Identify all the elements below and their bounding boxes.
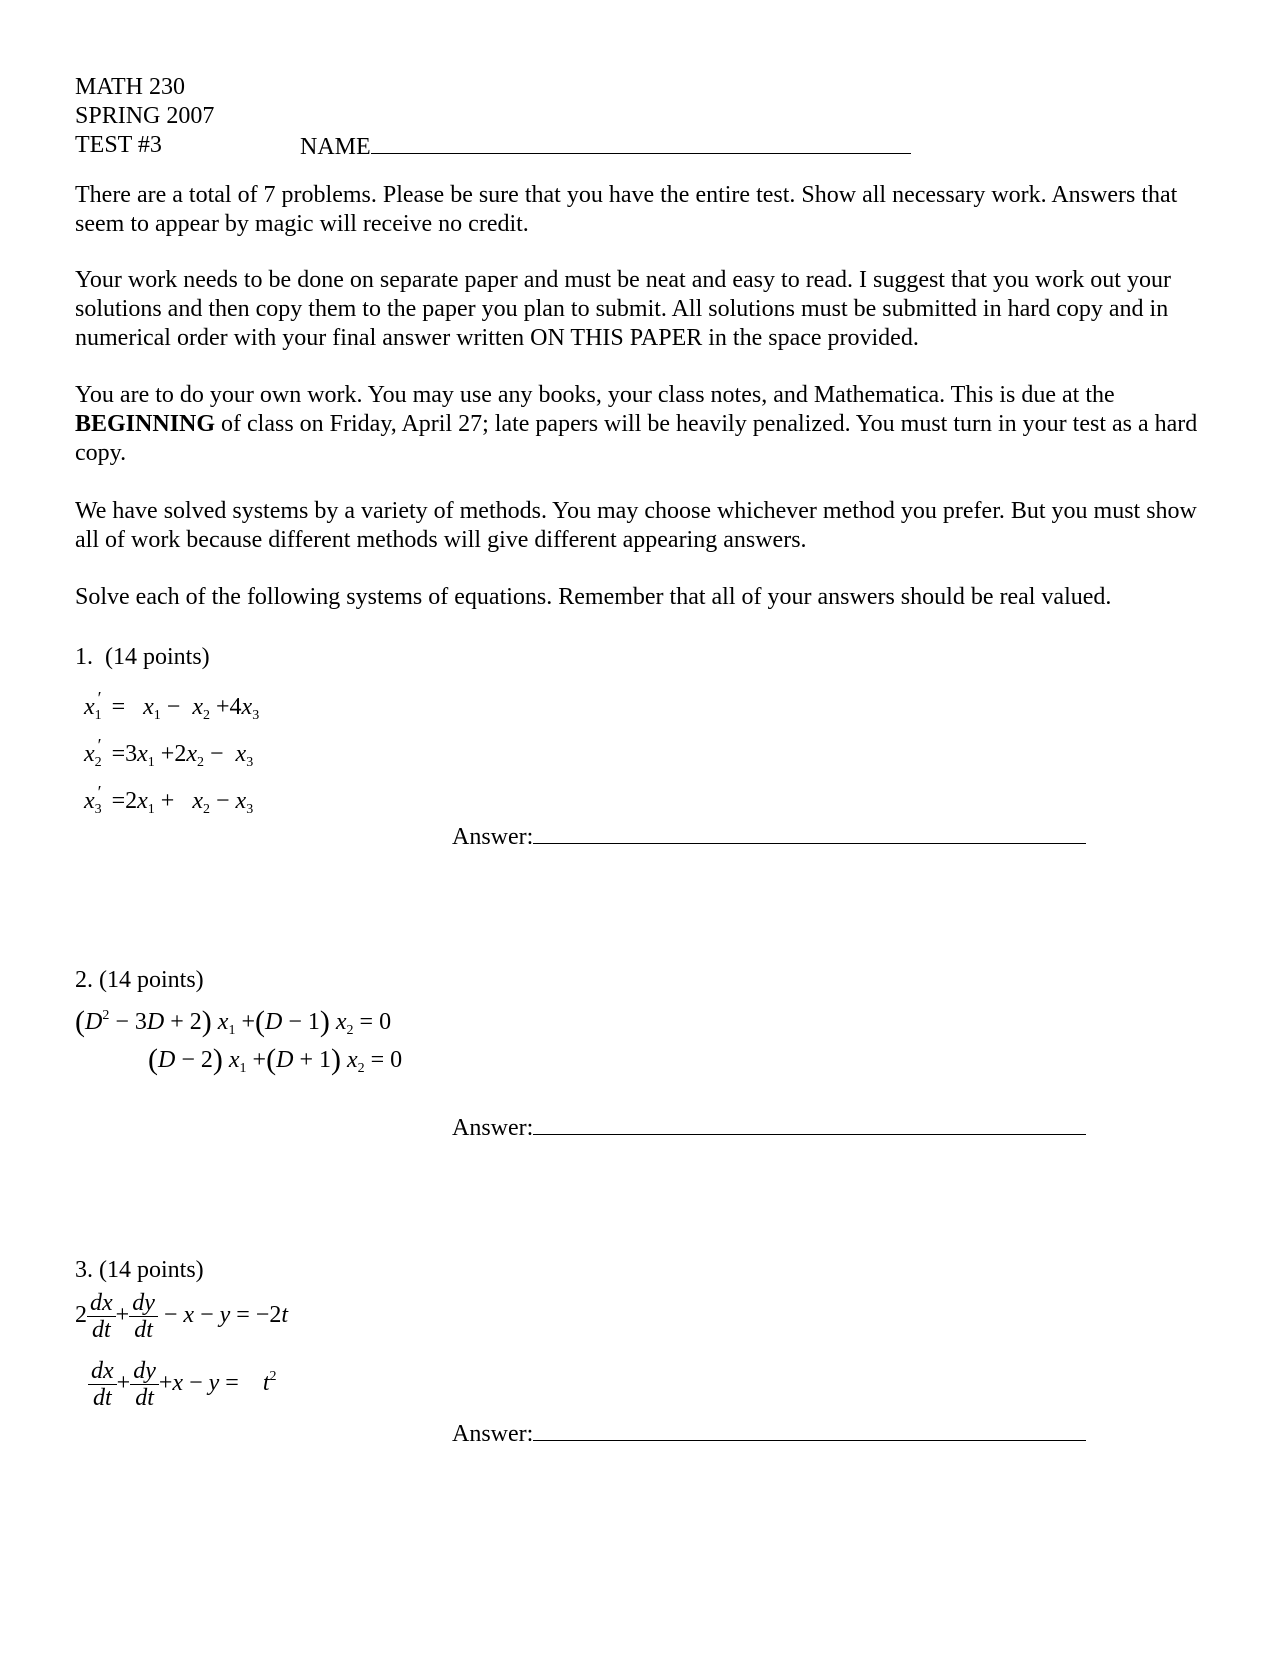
course-title: MATH 230	[75, 74, 186, 100]
problem-2-heading	[75, 966, 204, 995]
problem-1-points: (14 points)	[105, 644, 210, 670]
problem-2-answer-label: Answer:	[452, 1115, 534, 1141]
problem-3-equation-2: $\frac{dx}{dt}$ + $\frac{dy}{dt}$ +x − y = $t^2$	[88, 1358, 276, 1411]
problem-2-equation-1: $(D^2 - 3D + 2)$ $x_1 +(D - 1) x_2 = 0$	[75, 1005, 392, 1038]
instructions-paragraph-3-text: You are to do your own work. You may use any books, your class notes, and Mathematica. This is due at the	[75, 382, 1115, 408]
dy-dt-fraction: $\frac{dy}{dt}$	[130, 1358, 159, 1411]
dx-dt-fraction: $\frac{dx}{dt}$	[87, 1290, 116, 1343]
problem-3-answer-line[interactable]	[533, 1418, 1086, 1441]
term-label: SPRING 2007	[75, 103, 215, 129]
problem-1-heading	[75, 643, 210, 672]
instructions-paragraph-2: Your work needs to be done on separate paper and must be neat and easy to read. I suggest that you work out your solutions and then copy them to the paper you plan to submit. All solutions must be submitted in hard copy and in numerical order with your final answer written ON THIS PAPER in the space provided.	[75, 267, 1171, 351]
problem-1-answer-line[interactable]	[533, 821, 1086, 844]
name-label: NAME	[300, 134, 371, 160]
name-field	[300, 131, 911, 162]
problem-1-answer-label: Answer:	[452, 824, 534, 850]
problem-2-number: 2.	[75, 967, 93, 993]
instructions-paragraph-5: Solve each of the following systems of equations. Remember that all of your answers should be real valued.	[75, 584, 1112, 610]
problem-1-equation-1: $x_1' = x_1 - x_2 +4x_3$	[84, 688, 260, 723]
instructions-paragraph-3-text-end: of class on Friday, April 27; late papers will be heavily penalized. You must turn in your test as a hard copy.	[75, 411, 1198, 466]
name-blank-line	[371, 131, 911, 154]
problem-3-heading	[75, 1256, 204, 1285]
instructions-paragraph-3	[75, 381, 1210, 468]
problem-2-equation-2: (D − 2) $x_1 +(D + 1) x_2 = 0$	[148, 1043, 403, 1076]
problem-1-answer	[452, 821, 1086, 852]
problem-2-points: (14 points)	[99, 967, 204, 993]
problem-3-points: (14 points)	[99, 1257, 204, 1283]
problem-3-number: 3.	[75, 1257, 93, 1283]
problem-3-answer-label: Answer:	[452, 1421, 534, 1447]
problem-3-equation-1: 2 $\frac{dx}{dt}$ + $\frac{dy}{dt}$ − x − y = −2t	[75, 1290, 289, 1343]
problem-1-number: 1.	[75, 644, 93, 670]
test-header	[75, 73, 1075, 160]
problem-2-answer-line[interactable]	[533, 1112, 1086, 1135]
problem-1-equation-3: $x_3' =2x_1 + x_2 - x_3$	[84, 782, 254, 817]
test-number: TEST #3	[75, 132, 162, 158]
instructions-paragraph-1: There are a total of 7 problems. Please be sure that you have the entire test. Show all necessary work. Answers that seem to appear by magic will receive no credit.	[75, 182, 1178, 237]
problem-2-answer	[452, 1112, 1086, 1143]
problem-1-equation-2: $x_2' =3x_1 +2x_2 - x_3$	[84, 735, 254, 770]
dy-dt-fraction: $\frac{dy}{dt}$	[129, 1290, 158, 1343]
instructions-paragraph-4: We have solved systems by a variety of methods. You may choose whichever method you prefer. But you must show all of work because different methods will give different appearing answers.	[75, 498, 1197, 553]
dx-dt-fraction: $\frac{dx}{dt}$	[88, 1358, 117, 1411]
beginning-emphasis: BEGINNING	[75, 411, 216, 437]
problem-3-answer	[452, 1418, 1086, 1449]
